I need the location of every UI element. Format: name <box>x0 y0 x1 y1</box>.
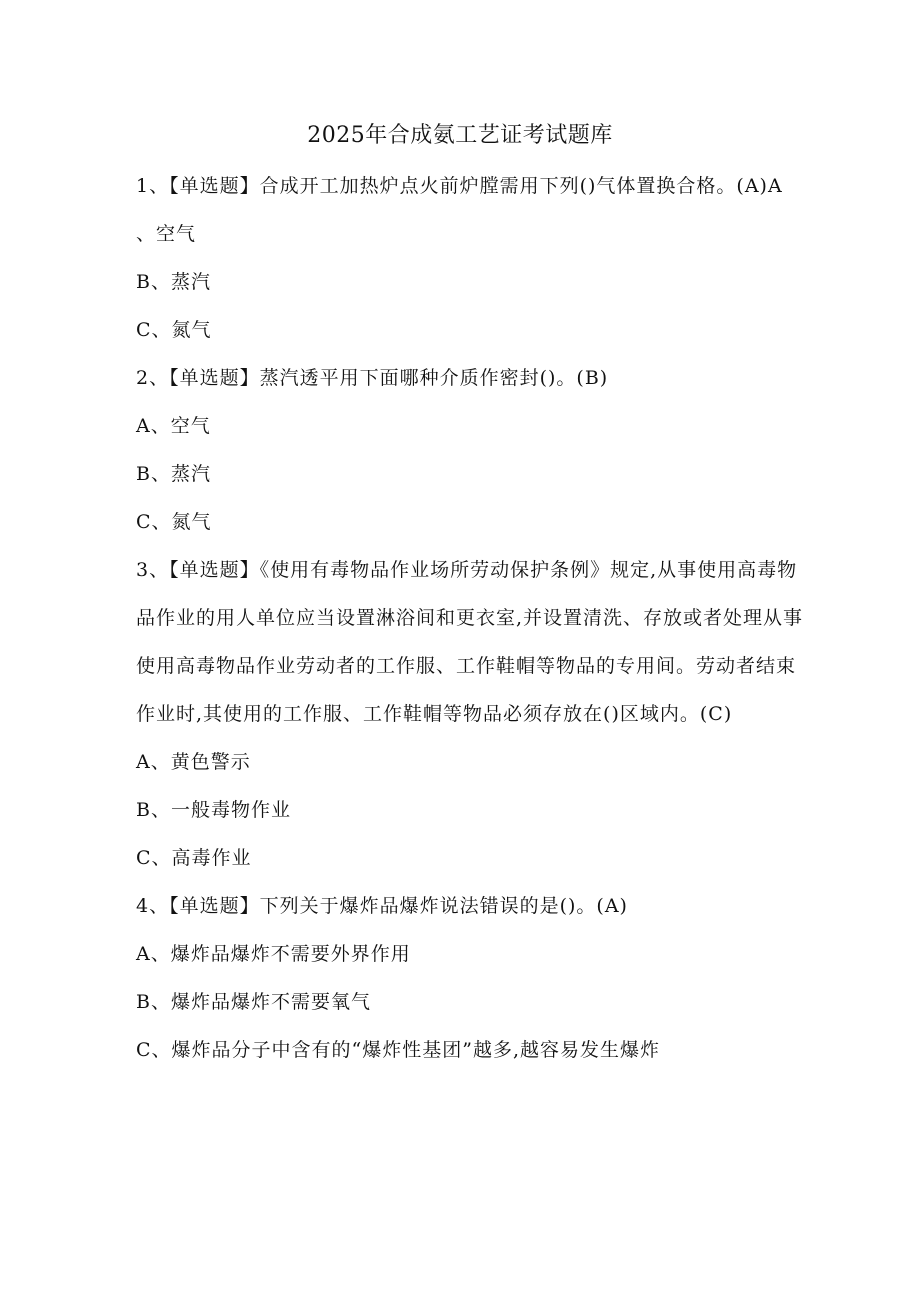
question-2 <box>136 354 808 546</box>
option-b: B、蒸汽 <box>136 271 211 293</box>
option-a: A、空气 <box>136 415 211 437</box>
option-a: A、黄色警示 <box>136 751 251 773</box>
question-stem: 2、【单选题】蒸汽透平用下面哪种介质作密封()。(B) <box>136 367 609 389</box>
question-stem: 4、【单选题】下列关于爆炸品爆炸说法错误的是()。(A) <box>136 895 628 917</box>
question-stem-continued: 、空气 <box>136 223 197 245</box>
question-stem: 3、【单选题】《使用有毒物品作业场所劳动保护条例》规定,从事使用高毒物品作业的用人单位应当设置淋浴间和更衣室,并设置清洗、存放或者处理从事使用高毒物品作业劳动者的工作服、工作鞋帽等物品的专用间。劳动者结束作业时,其使用的工作服、工作鞋帽等物品必须存放在()区域内。(C) <box>136 559 804 725</box>
question-3 <box>136 546 808 882</box>
document-title: 2025年合成氨工艺证考试题库 <box>307 123 613 148</box>
question-stem: 1、【单选题】合成开工加热炉点火前炉膛需用下列()气体置换合格。(A)A <box>136 175 783 197</box>
question-4 <box>136 882 808 1074</box>
option-c: C、高毒作业 <box>136 847 252 869</box>
option-b: B、蒸汽 <box>136 463 211 485</box>
option-c: C、爆炸品分子中含有的“爆炸性基团”越多,越容易发生爆炸 <box>136 1039 661 1061</box>
option-b: B、爆炸品爆炸不需要氧气 <box>136 991 371 1013</box>
option-c: C、氮气 <box>136 319 212 341</box>
option-b: B、一般毒物作业 <box>136 799 291 821</box>
option-a: A、爆炸品爆炸不需要外界作用 <box>136 943 411 965</box>
option-c: C、氮气 <box>136 511 212 533</box>
question-list <box>136 162 808 1074</box>
question-1 <box>136 162 808 354</box>
